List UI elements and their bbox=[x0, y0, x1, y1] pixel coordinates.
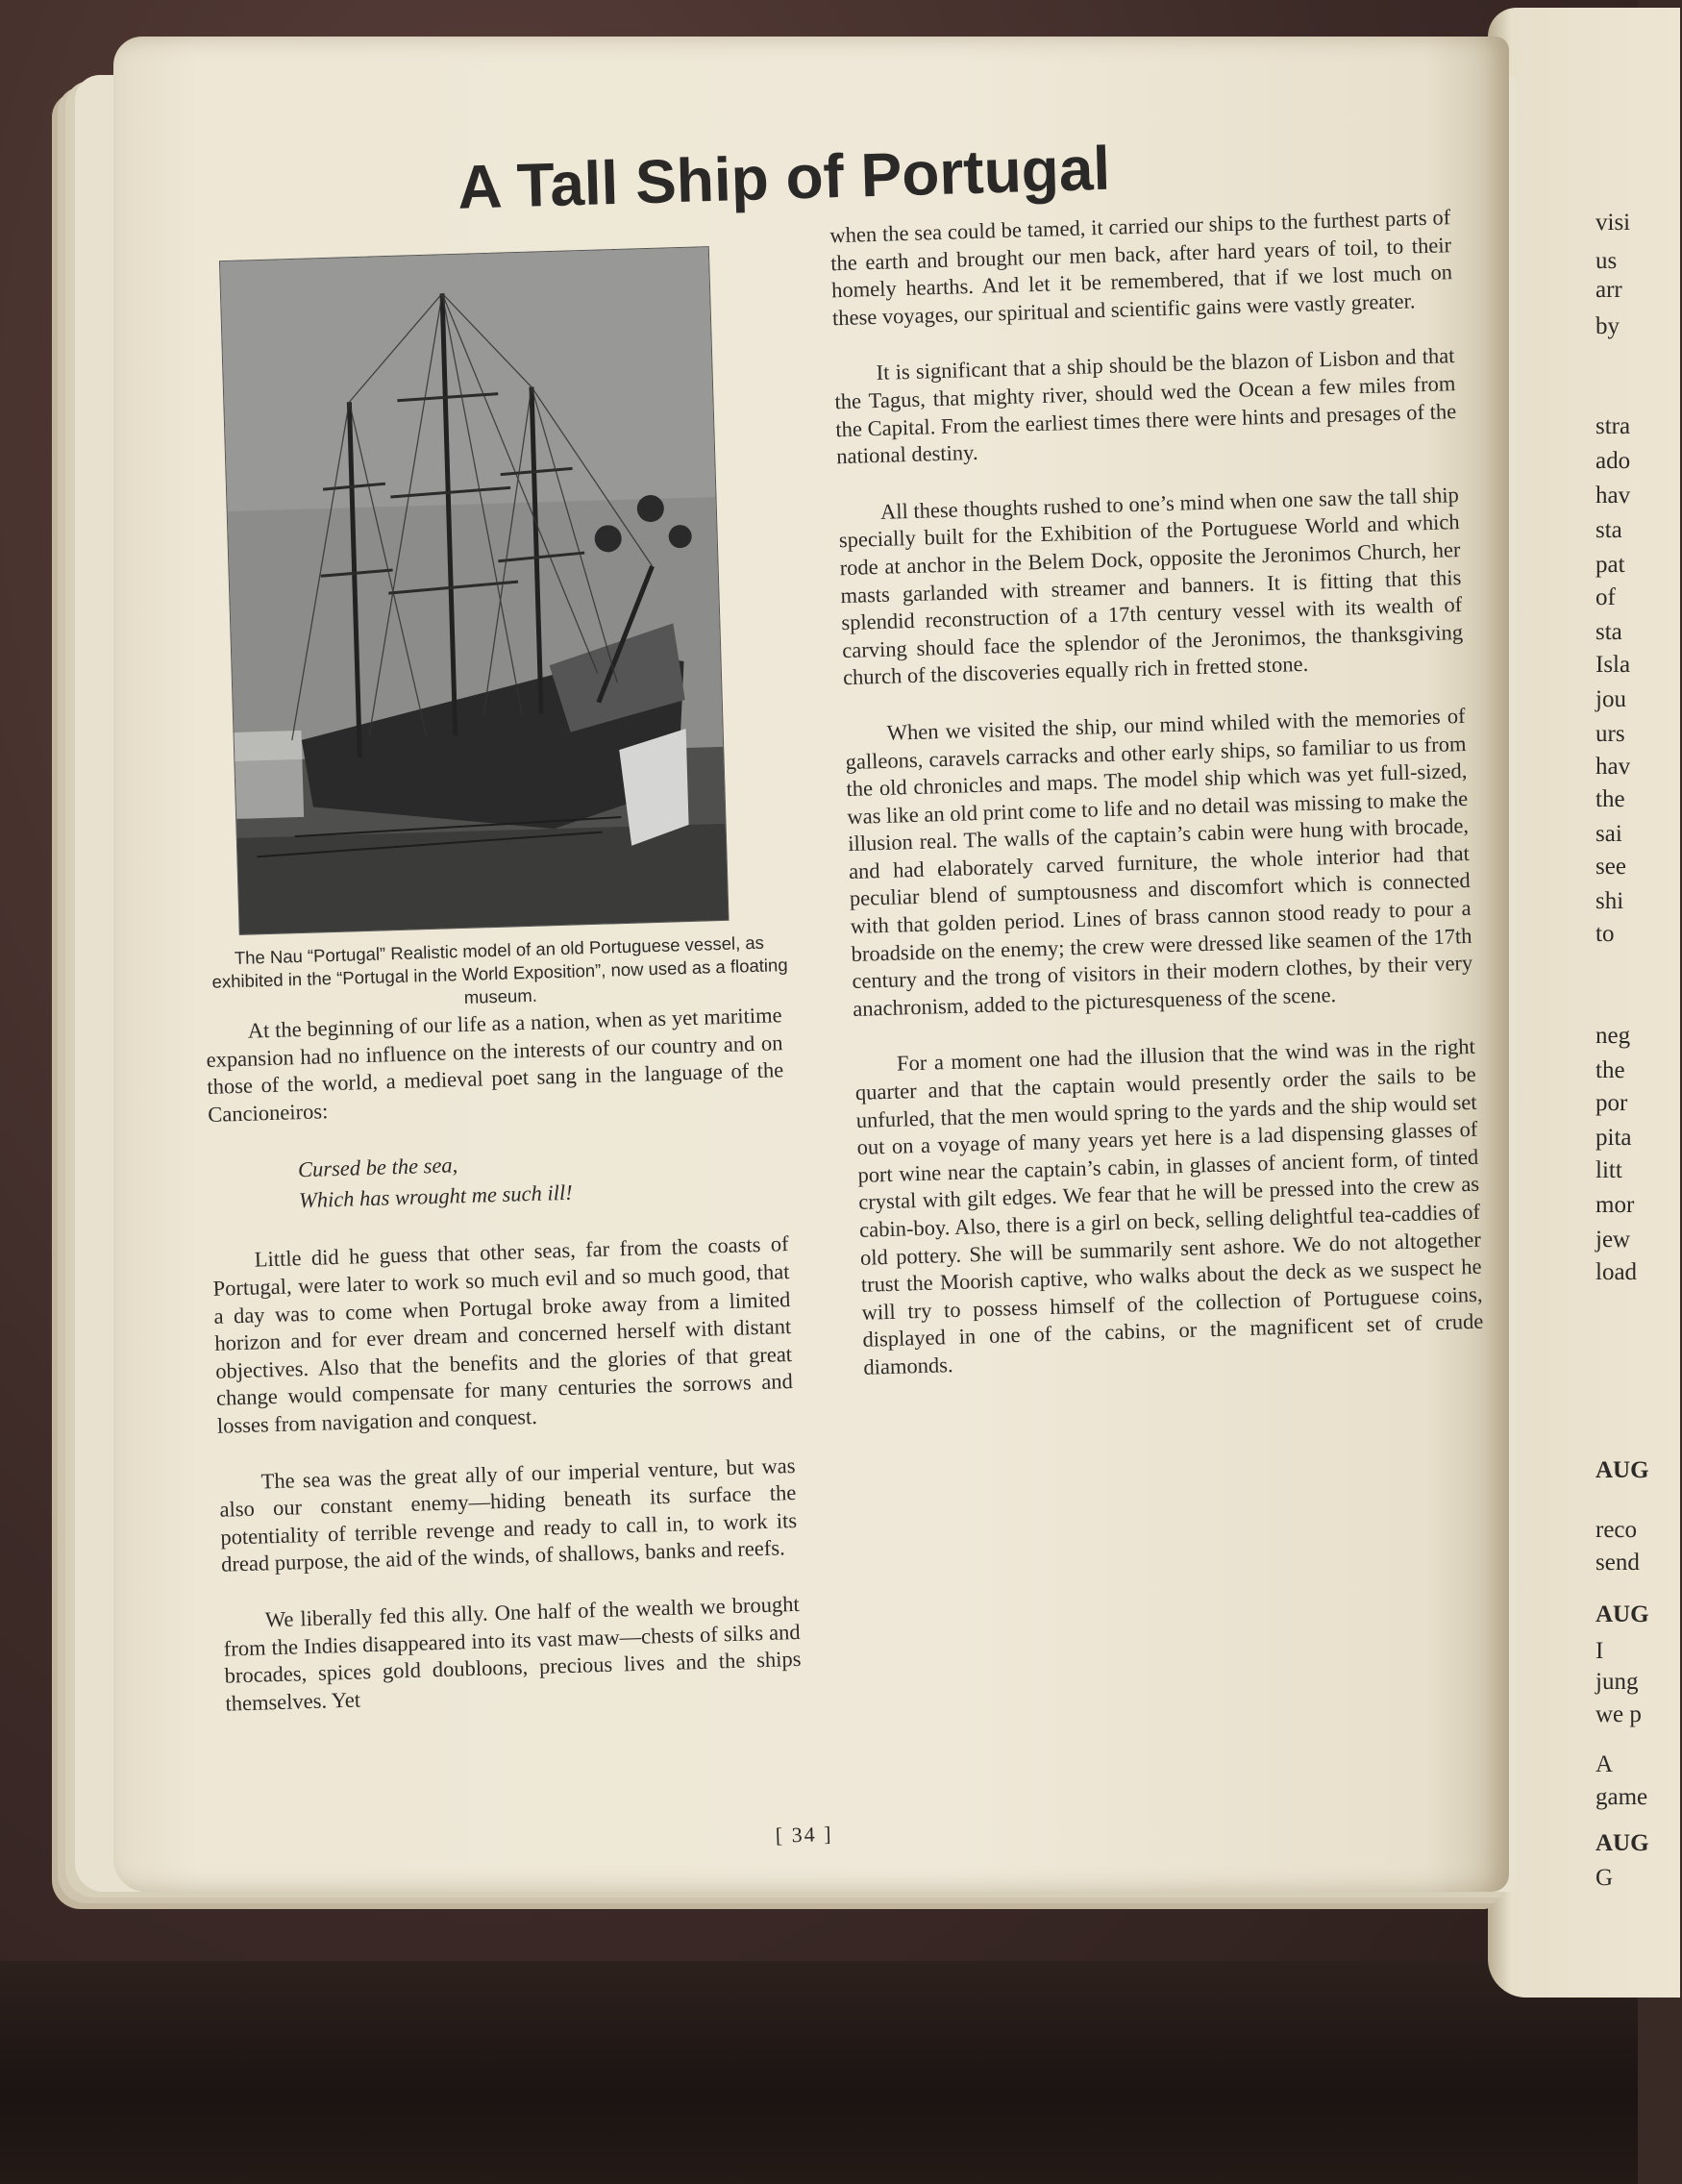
facing-page-fragment: sta bbox=[1595, 517, 1622, 543]
facing-page-fragment: urs bbox=[1595, 721, 1625, 747]
photo-caption: The Nau “Portugal” Realistic model of an old Portuguese vessel, as exhibited in the “Portugal in the World Exposition”, now used as a floating museum. bbox=[211, 931, 788, 1007]
facing-page-fragment: pat bbox=[1595, 552, 1625, 578]
facing-page-fragment: by bbox=[1595, 313, 1620, 339]
ship-photo bbox=[219, 246, 730, 935]
left-column bbox=[205, 1002, 803, 1747]
facing-page-fragment: A bbox=[1595, 1751, 1614, 1777]
facing-page-fragment: the bbox=[1595, 1057, 1625, 1083]
facing-page-fragment: mor bbox=[1595, 1192, 1635, 1218]
paragraph: Little did he guess that other seas, far from the coasts of Portugal, were later to work so much evil and so much good, that a day was to come when Portugal broke away from a limited horizon and for ever dream and concerned herself with distant objectives. Also that the benefits and the glories of that great change would compensate for many centuries the sorrows and losses from navigation and conquest. bbox=[212, 1231, 794, 1438]
facing-page-fragment: pita bbox=[1595, 1125, 1632, 1151]
facing-page-fragment: jung bbox=[1595, 1669, 1639, 1695]
facing-page-fragment: stra bbox=[1595, 413, 1631, 439]
paragraph: All these thoughts rushed to one’s mind when one saw the tall ship specially built for the Exhibition of the Portuguese World and which rode at anchor in the Belem Dock, opposite the Jeronimos Church, her masts garlanded with streamer and banners. It is fitting that this splendid reconstruction of a 17th century vessel with its wealth of carving should face the splendor of the Jeronimos, the thanksgiving church of the discoveries equally rich in fretted stone. bbox=[838, 482, 1464, 690]
right-column bbox=[829, 204, 1485, 1410]
facing-page-fragment: neg bbox=[1595, 1023, 1631, 1049]
article-title: A Tall Ship of Portugal bbox=[457, 133, 1112, 222]
facing-page-fragment: sta bbox=[1595, 619, 1622, 645]
facing-page-fragment: arr bbox=[1595, 277, 1622, 303]
facing-page-fragment: shi bbox=[1595, 888, 1624, 914]
paragraph: We liberally fed this ally. One half of the wealth we brought from the Indies disappeared into its vast maw—chests of silks and brocades, spices gold doubloons, precious lives and the ships themselves. Yet bbox=[223, 1591, 802, 1716]
facing-page-fragment: jou bbox=[1595, 686, 1626, 712]
paragraph: For a moment one had the illusion that the wind was in the right quarter and that the captain would presently order the sails to be unfurled, that the men would spring to the yards and the ship would set out on a voyage of many years yet here is a lad dispensing glasses of port wine near the captain’s cabin, in glasses of ancient form, of tinted crystal with gilt edges. We fear that he will be pressed into the crew as cabin-boy. Also, there is a girl on beck, selling delightful tea-caddies of old pottery. She will be summarily sent ashore. We do not altogether trust the Moorish captive, who walks about the deck as we suspect he will try to possess himself of the collection of Portuguese coins, displayed in one of the cabins, or the magnificent set of crude diamonds. bbox=[854, 1034, 1484, 1379]
facing-page-fragment: us bbox=[1595, 248, 1618, 274]
paragraph: At the beginning of our life as a nation, when as yet maritime expansion had no influence on the interests of our country and on those of the world, a medieval poet sang in the language of the Cancioneiros: bbox=[206, 1003, 784, 1127]
book-page bbox=[113, 37, 1509, 1892]
facing-page-fragment: hav bbox=[1595, 754, 1631, 780]
page-number: [ 34 ] bbox=[775, 1821, 833, 1848]
facing-page-fragment: ado bbox=[1595, 448, 1631, 474]
facing-page-fragment: sai bbox=[1595, 821, 1622, 847]
page-content bbox=[88, 15, 1539, 1911]
facing-page-fragment: reco bbox=[1595, 1517, 1638, 1543]
facing-page-fragment: visi bbox=[1595, 210, 1631, 236]
paragraph: It is significant that a ship should be the blazon of Lisbon and that the Tagus, that mighty river, should wed the Ocean a few miles from the Capital. From the earliest times there were hints and presages of the national destiny. bbox=[834, 343, 1457, 469]
facing-page-fragment: see bbox=[1595, 854, 1626, 880]
facing-page-fragment: the bbox=[1595, 786, 1625, 812]
verse-line: Cursed be the sea, bbox=[297, 1153, 458, 1182]
facing-page-fragment: AUG bbox=[1595, 1457, 1649, 1483]
facing-page-fragment: I bbox=[1595, 1638, 1604, 1664]
facing-page-fragment: jew bbox=[1595, 1227, 1631, 1253]
verse-line: Which has wrought me such ill! bbox=[298, 1180, 574, 1213]
facing-page-fragment: litt bbox=[1595, 1157, 1622, 1183]
facing-page-fragment: hav bbox=[1595, 483, 1631, 509]
facing-page-fragment: por bbox=[1595, 1090, 1628, 1116]
facing-page-fragment: to bbox=[1595, 921, 1615, 947]
facing-page-fragment: game bbox=[1595, 1784, 1648, 1810]
facing-page-fragment: AUG bbox=[1595, 1830, 1649, 1856]
facing-page-fragment: AUG bbox=[1595, 1601, 1649, 1627]
paragraph: when the sea could be tamed, it carried our ships to the furthest parts of the earth and brought our men back, after hard years of toil, to their homely hearths. And let it be remembered, that if we lost much on these voyages, our spiritual and scientific gains were vastly greater. bbox=[829, 205, 1453, 331]
ship-illustration bbox=[220, 247, 729, 934]
verse-quote bbox=[298, 1141, 788, 1217]
facing-page-fragment: send bbox=[1595, 1550, 1640, 1576]
facing-page-fragment: of bbox=[1595, 584, 1616, 610]
paragraph: When we visited the ship, our mind whiled with the memories of galleons, caravels carracks and other early ships, so familiar to us from the old chronicles and maps. The model ship which was yet full-sized, was like an old print come to life and no detail was missing to make the illusion real. The walls of the captain’s cabin were hung with brocade, and had elaborately carved furniture, the whole interior had that peculiar blend of sumptousness and discomfort which is connected with that golden period. Lines of brass cannon stood ready to pour a broadside on the enemy; the crew were dressed like seamen of the 17th century and the trong of visitors in their modern clothes, by their very anachronism, added to the picturesqueness of the scene. bbox=[845, 703, 1473, 1021]
facing-page-fragment: we p bbox=[1595, 1701, 1642, 1727]
facing-page-fragment: load bbox=[1595, 1259, 1638, 1285]
paragraph: The sea was the great ally of our imperial venture, but was also our constant enemy—hiding beneath its surface the potentiality of terrible revenge and ready to call in, to work its dread purpose, the aid of the winds, of shallows, banks and reefs. bbox=[219, 1452, 798, 1577]
facing-page-fragment: Isla bbox=[1595, 652, 1631, 678]
facing-page-fragment: G bbox=[1595, 1865, 1614, 1891]
desk-edge bbox=[0, 1961, 1638, 2184]
